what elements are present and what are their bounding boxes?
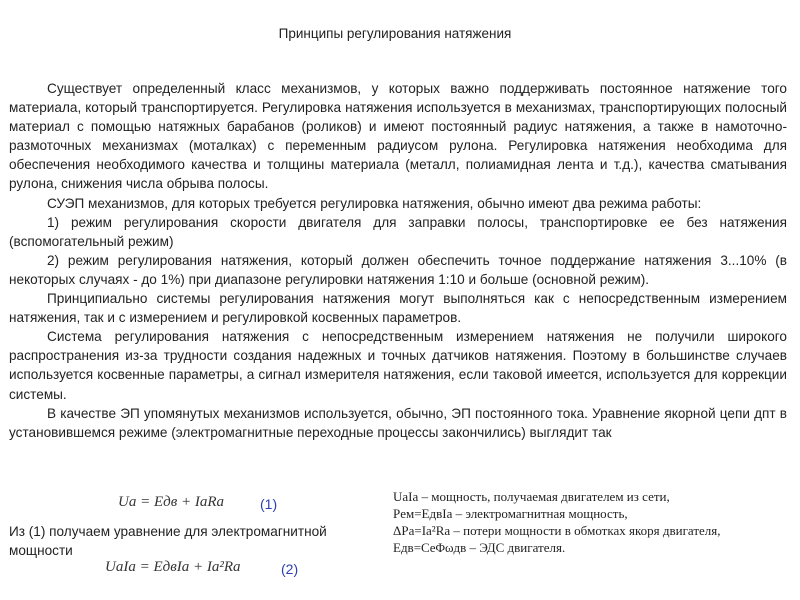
paragraph: Принципиально системы регулирования натяжения могут выполняться как с непосредственным измерением натяжения, так и с измерением и регулировкой косвенных параметров. bbox=[9, 291, 787, 326]
legend-item: Pем=EдвIа – электромагнитная мощность, bbox=[393, 506, 628, 521]
equation-2-intro: Из (1) получаем уравнение для электромагнитной мощности bbox=[9, 524, 327, 558]
paragraph: 1) режим регулирования скорости двигателя для заправки полосы, транспортировке ее без натяжения (вспомогательный режим) bbox=[9, 214, 787, 249]
document-body bbox=[9, 79, 787, 442]
equation-2-number: (2) bbox=[281, 561, 299, 577]
page-title: Принципы регулирования натяжения bbox=[278, 26, 512, 41]
legend-item: Eдв=CеΦωдв – ЭДС двигателя. bbox=[393, 540, 566, 555]
symbol-legend bbox=[393, 488, 721, 556]
equation-1: Uа = Eдв + IаRа bbox=[118, 494, 224, 510]
paragraph: 2) режим регулирования натяжения, который должен обеспечить точное поддержание натяжения 3...10% (в некоторых случаях - до 1%) при диапазоне регулировки натяжения 1:10 и больше (основной режим). bbox=[9, 252, 787, 287]
legend-item: UаIа – мощность, получаемая двигателем из сети, bbox=[393, 489, 670, 504]
paragraph: СУЭП механизмов, для которых требуется регулировка натяжения, обычно имеют два режима работы: bbox=[47, 195, 702, 211]
paragraph: В качестве ЭП упомянутых механизмов используется, обычно, ЭП постоянного тока. Уравнение якорной цепи дпт в установившемся режиме (электромагнитные переходные процессы закончились) выглядит так bbox=[9, 405, 787, 440]
equation-2: UаIа = EдвIа + Iа²Rа bbox=[105, 559, 241, 575]
paragraph: Существует определенный класс механизмов, у которых важно поддерживать постоянное натяжение того материала, который транспортируется. Регулировка натяжения используется в механизмах, транспортирующих полосный материал с помощью натяжных барабанов (роликов) и имеют постоянный радиус натяжения, а также в намоточно-размоточных механизмах (моталках) с переменным радиусом рулона. Регулировка натяжения необходима для обеспечения необходимого качества и толщины материала (металл, полиамидная лента и т.д.), качества сматывания рулона, снижения числа обрыва полосы. bbox=[9, 81, 787, 192]
paragraph: Система регулирования натяжения с непосредственным измерением натяжения не получили широкого распространения из-за трудности создания надежных и точных датчиков натяжения. Поэтому в большинстве случаев используется косвенные параметры, а сигнал измерителя натяжения, если таковой имеется, используется для коррекции системы. bbox=[9, 329, 787, 402]
legend-item: ΔPа=Iа²Rа – потери мощности в обмотках якоря двигателя, bbox=[393, 523, 721, 538]
equation-1-number: (1) bbox=[260, 496, 278, 512]
